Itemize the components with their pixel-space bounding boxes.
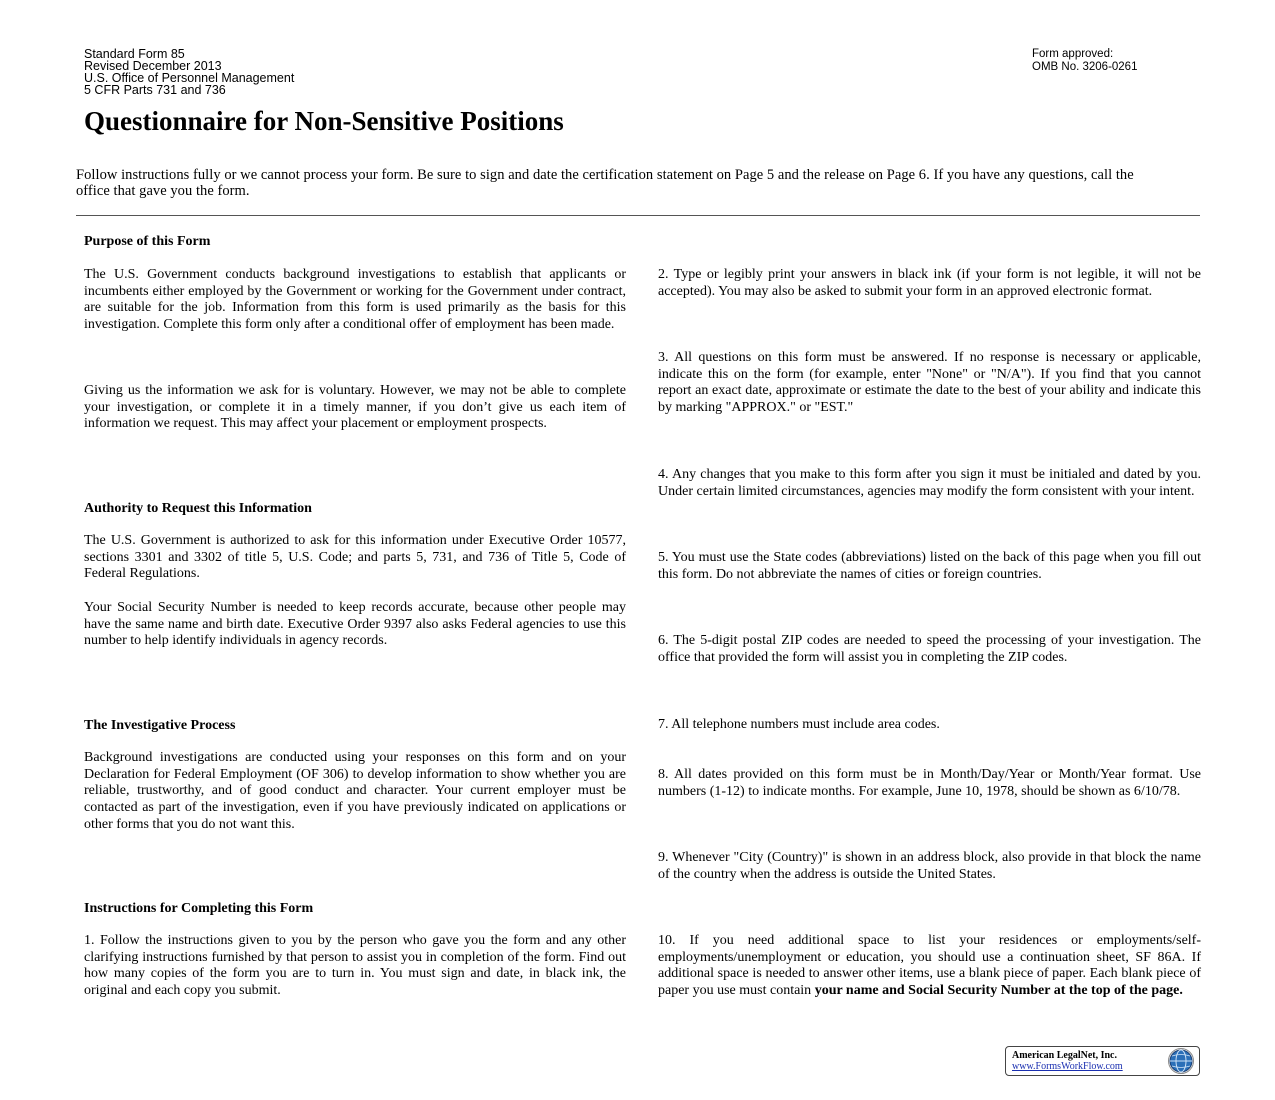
- instruction-item-3: 3. All questions on this form must be answered. If no response is necessary or applicable, indicate this on the form (for example, enter "None" or "N/A"). If you find that you cannot report an exact date, approximate or estimate the date to the best of your ability and indicate this by marking "APPROX." or "EST.": [658, 350, 1201, 416]
- form-id-line: Standard Form 85: [84, 47, 185, 61]
- purpose-heading: Purpose of this Form: [84, 234, 211, 249]
- authority-heading: Authority to Request this Information: [84, 501, 312, 516]
- instruction-item-10-text: 10. If you need additional space to list your residences or employments/self-employments/unemployment or education, you should use a continuation sheet, SF 86A. If additional space is needed to answer other items, use a blank piece of paper. Each blank piece of paper you use must contain: [658, 933, 1201, 999]
- instructions-heading: Instructions for Completing this Form: [84, 901, 314, 916]
- logo-company-name: American LegalNet, Inc.: [1012, 1050, 1117, 1061]
- instruction-item-8: 8. All dates provided on this form must be in Month/Day/Year or Month/Year format. Use numbers (1-12) to indicate months. For example, June 10, 1978, should be shown as 6/10/78.: [658, 767, 1201, 799]
- globe-icon: [1167, 1048, 1195, 1074]
- form-approved-label: Form approved:: [1032, 48, 1114, 60]
- omb-approval-block: [1032, 48, 1137, 73]
- instruction-item-2: 2. Type or legibly print your answers in black ink (if your form is not legible, it will not be accepted). You may also be asked to submit your form in an approved electronic format.: [658, 267, 1201, 299]
- instruction-item-6: 6. The 5-digit postal ZIP codes are needed to speed the processing of your investigation. The office that provided the form will assist you in completing the ZIP codes.: [658, 633, 1201, 665]
- form-revision-line: Revised December 2013: [84, 59, 222, 73]
- instruction-item-9: 9. Whenever "City (Country)" is shown in an address block, also provide in that block the name of the country when the address is outside the United States.: [658, 850, 1201, 882]
- intro-instructions: Follow instructions fully or we cannot process your form. Be sure to sign and date the certification statement on Page 5 and the release on Page 6. If you have any questions, call the office that gave you the form.: [76, 167, 1134, 199]
- authority-paragraph-1: The U.S. Government is authorized to ask for this information under Executive Order 10577, sections 3301 and 3302 of title 5, U.S. Code; and parts 5, 731, and 736 of Title 5, Code of Federal Regulations.: [84, 533, 626, 582]
- page-title: Questionnaire for Non-Sensitive Positions: [84, 106, 564, 136]
- purpose-paragraph-2: Giving us the information we ask for is voluntary. However, we may not be able to complete your investigation, or complete it in a timely manner, if you don’t give us each item of information we request. This may affect your placement or employment prospects.: [84, 383, 626, 432]
- instruction-item-4: 4. Any changes that you make to this form after you sign it must be initialed and dated by you. Under certain limited circumstances, agencies may modify the form consistent with your intent.: [658, 467, 1201, 499]
- purpose-paragraph-1: The U.S. Government conducts background investigations to establish that applicants or incumbents either employed by the Government or working for the Government under contract, are suitable for the job. Information from this form is used primarily as the basis for this investigation. Complete this form only after a conditional offer of employment has been made.: [84, 267, 626, 333]
- divider-rule: [76, 215, 1200, 216]
- logo-website-link[interactable]: www.FormsWorkFlow.com: [1012, 1061, 1123, 1072]
- instruction-item-1: 1. Follow the instructions given to you by the person who gave you the form and any other clarifying instructions furnished by that person to assist you in completion of the form. Find out how many copies of the form you are to turn in. You must sign and date, in black ink, the original and each copy you submit.: [84, 933, 626, 999]
- instruction-item-7: 7. All telephone numbers must include area codes.: [658, 717, 940, 732]
- instruction-item-10-emphasis: your name and Social Security Number at the top of the page.: [814, 983, 1183, 999]
- form-cfr-line: 5 CFR Parts 731 and 736: [84, 83, 226, 97]
- authority-paragraph-2: Your Social Security Number is needed to keep records accurate, because other people may have the same name and birth date. Executive Order 9397 also asks Federal agencies to use this number to help identify individuals in agency records.: [84, 600, 626, 649]
- instruction-item-10: [658, 933, 1201, 1000]
- instruction-item-5: 5. You must use the State codes (abbreviations) listed on the back of this page when you fill out this form. Do not abbreviate the names of cities or foreign countries.: [658, 550, 1201, 582]
- form-agency-line: U.S. Office of Personnel Management: [84, 71, 295, 85]
- form-identification-block: [84, 48, 294, 96]
- process-paragraph-1: Background investigations are conducted using your responses on this form and on your Declaration for Federal Employment (OF 306) to develop information to show whether you are reliable, trustworthy, and of good conduct and character. Your current employer must be contacted as part of the investigation, even if you have previously indicated on applications or other forms that you do not want this.: [84, 750, 626, 832]
- process-heading: The Investigative Process: [84, 718, 236, 733]
- american-legalnet-logo: [1005, 1046, 1200, 1076]
- omb-number: OMB No. 3206-0261: [1032, 60, 1138, 73]
